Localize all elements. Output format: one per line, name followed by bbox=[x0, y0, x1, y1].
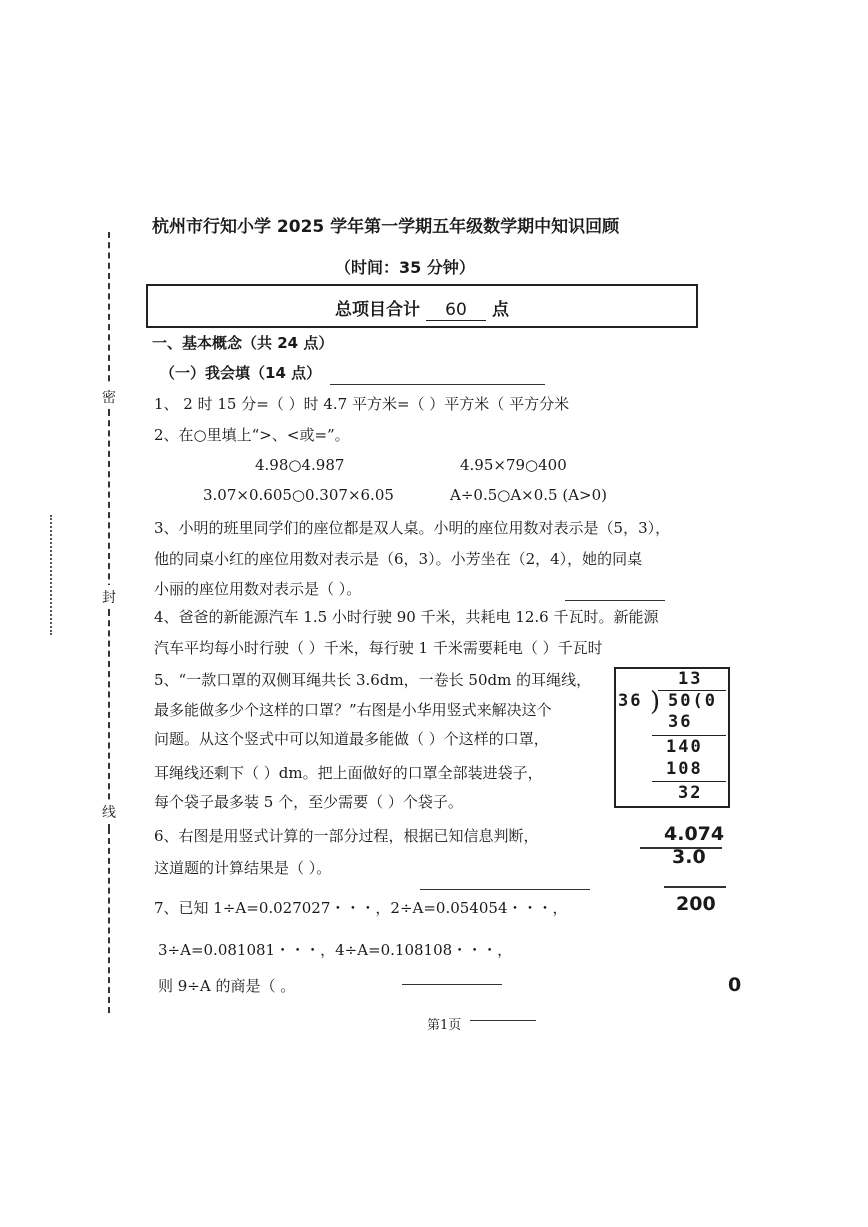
division-remainder: 32 bbox=[678, 783, 703, 803]
page-number: 第1页 bbox=[427, 1018, 462, 1033]
score-box bbox=[146, 284, 698, 328]
ink-stroke bbox=[420, 889, 590, 890]
division-dividend: 50(0 bbox=[668, 691, 717, 711]
section-heading: 一、基本概念（共 24 点） bbox=[152, 334, 334, 352]
question-4-line-1: 4、爸爸的新能源汽车 1.5 小时行驶 90 千米，共耗电 12.6 千瓦时。新能源 bbox=[154, 608, 659, 626]
score-line bbox=[148, 295, 696, 321]
question-4-line-2: 汽车平均每小时行驶（ ）千米，每行驶 1 千米需要耗电（ ）千瓦时 bbox=[154, 639, 603, 657]
division-step-1: 36 bbox=[668, 712, 693, 732]
division-divisor: 36 bbox=[618, 691, 643, 711]
long-division-figure bbox=[614, 667, 730, 808]
vertical-calc-line-4: 0 bbox=[728, 974, 742, 996]
ink-stroke bbox=[565, 600, 665, 601]
margin-scan-mark bbox=[50, 515, 60, 635]
question-2-item-b: 4.95×79○400 bbox=[460, 456, 567, 474]
division-line-2 bbox=[652, 781, 726, 782]
question-6-line-1: 6、右图是用竖式计算的一部分过程，根据已知信息判断， bbox=[154, 827, 539, 845]
ink-stroke bbox=[402, 984, 502, 985]
question-2: 2、在○里填上“>、<或=”。 bbox=[154, 426, 350, 444]
vertical-calc-line-3: 200 bbox=[676, 893, 716, 915]
question-2-item-a: 4.98○4.987 bbox=[255, 456, 345, 474]
binding-line-mid bbox=[108, 410, 110, 610]
binding-line-bottom bbox=[108, 828, 110, 1013]
question-3-line-3: 小丽的座位用数对表示是（ ）。 bbox=[154, 580, 362, 598]
question-5-line-4: 耳绳线还剩下（ ）dm。把上面做好的口罩全部装进袋子， bbox=[154, 764, 543, 782]
division-line-1 bbox=[652, 735, 726, 736]
division-quotient: 13 bbox=[678, 669, 703, 689]
question-2-item-c: 3.07×0.605○0.307×6.05 bbox=[203, 486, 394, 504]
question-6-line-2: 这道题的计算结果是（ ）。 bbox=[154, 859, 332, 877]
question-3-line-2: 他的同桌小红的座位用数对表示是（6，3）。小芳坐在（2，4），她的同桌 bbox=[154, 550, 643, 568]
exam-title: 杭州市行知小学 2025 学年第一学期五年级数学期中知识回顾 bbox=[152, 217, 620, 237]
question-3-line-1: 3、小明的班里同学们的座位都是双人桌。小明的座位用数对表示是（5，3）， bbox=[154, 519, 671, 537]
question-2-item-d: A÷0.5○A×0.5 (A>0) bbox=[450, 486, 608, 504]
score-unit: 点 bbox=[492, 300, 509, 320]
division-bracket: ) bbox=[650, 687, 661, 717]
question-1: 1、 2 时 15 分=（ ）时 4.7 平方米=（ ）平方米（ 平方分米 bbox=[154, 395, 570, 413]
question-5-line-2: 最多能做多少个这样的口罩？”右图是小华用竖式来解决这个 bbox=[154, 701, 552, 719]
subsection-heading: （一）我会填（14 点） bbox=[160, 364, 322, 382]
seal-mark-xian: 线 bbox=[102, 800, 116, 824]
seal-mark-feng: 封 bbox=[102, 585, 116, 609]
vertical-calc-line-2: 3.0 bbox=[672, 846, 706, 868]
vertical-calc-line-1: 4.074 bbox=[664, 823, 725, 845]
binding-line-lower bbox=[108, 610, 110, 830]
division-step-3: 108 bbox=[666, 759, 703, 779]
seal-mark-mi: 密 bbox=[102, 385, 116, 409]
ink-stroke bbox=[330, 384, 545, 385]
question-5-line-3: 问题。从这个竖式中可以知道最多能做（ ）个这样的口罩， bbox=[154, 730, 549, 748]
question-7-line-2: 3÷A=0.081081・・・，4÷A=0.108108・・・， bbox=[158, 941, 513, 959]
ink-stroke bbox=[470, 1020, 536, 1021]
question-5-line-1: 5、“一款口罩的双侧耳绳共长 3.6dm，一卷长 50dm 的耳绳线， bbox=[154, 671, 592, 689]
vertical-calc-rule-2 bbox=[664, 886, 726, 888]
exam-time: （时间：35 分钟） bbox=[335, 258, 475, 277]
question-7-line-3: 则 9÷A 的商是（ 。 bbox=[158, 977, 296, 995]
division-step-2: 140 bbox=[666, 737, 703, 757]
score-label: 总项目合计 bbox=[335, 300, 420, 320]
score-value: 60 bbox=[426, 300, 486, 321]
question-5-line-5: 每个袋子最多装 5 个，至少需要（ ）个袋子。 bbox=[154, 793, 463, 811]
question-7-line-1: 7、已知 1÷A=0.027027・・・，2÷A=0.054054・・・， bbox=[154, 899, 568, 917]
